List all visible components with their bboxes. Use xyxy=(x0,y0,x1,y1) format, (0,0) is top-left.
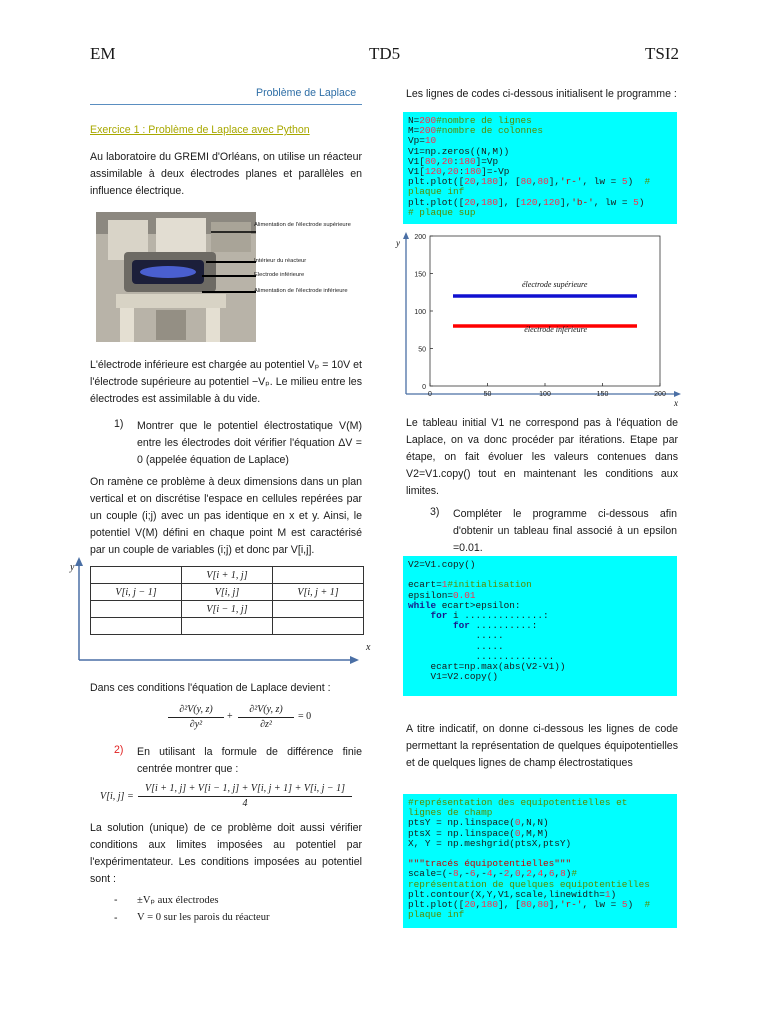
grid-row xyxy=(91,601,364,618)
grid-cell: V[i, j + 1] xyxy=(273,584,364,601)
y-tick-label: 150 xyxy=(414,271,426,279)
chart-y-arrowhead xyxy=(403,232,409,239)
init-code-block xyxy=(403,112,677,224)
grid-figure xyxy=(72,556,372,666)
photo-label-3: Electrode inférieure xyxy=(254,272,305,278)
section-title: Problème de Laplace xyxy=(256,87,357,99)
grid-row xyxy=(91,618,364,635)
annotation-lower-electrode: électrode inférieure xyxy=(524,325,588,334)
grid-cell xyxy=(273,601,364,618)
y-tick-label: 50 xyxy=(418,346,426,354)
electrode-chart-svg xyxy=(392,230,682,408)
photo-label-2: Intérieur du réacteur xyxy=(254,258,307,264)
y-tick-label: 0 xyxy=(422,384,426,391)
question-1-text: Montrer que le potentiel électrostatique V(M) entre les électrodes doit vérifier l'équation ΔV = 0 (appelée équation de Laplace) xyxy=(137,420,362,466)
grid-cell xyxy=(91,567,182,584)
laplace-paragraph: Dans ces conditions l'équation de Laplace devient : xyxy=(90,682,331,694)
x-tick-label: 0 xyxy=(428,391,432,398)
code-line: plt.plot([20,180], [120,120],'b-', lw = 5) xyxy=(408,196,645,208)
grid-table xyxy=(90,566,364,635)
code-line: ptsY = np.linspace(0,N,N) xyxy=(408,817,549,829)
code-line: while ecart>epsilon: xyxy=(408,599,521,611)
laplace-num-2: ∂²V(y, z) xyxy=(249,704,283,715)
code-line: V1=np.zeros((N,M)) xyxy=(408,145,510,157)
question-3-number: 3) xyxy=(430,506,440,518)
code-line: plaque inf xyxy=(408,186,465,198)
code-line: ecart=1#initialisation xyxy=(408,579,532,591)
photo-label-4: Alimentation de l'électrode inférieure xyxy=(254,288,348,294)
intro-paragraph: Au laboratoire du GREMI d'Orléans, on utilise un réacteur assimilable à deux électrodes planes et parallèles en influence électrique. xyxy=(90,151,362,197)
iteration-code-block xyxy=(403,556,677,696)
x-tick-label: 200 xyxy=(654,391,666,398)
question-1-number: 1) xyxy=(114,418,124,430)
x-tick-label: 150 xyxy=(596,391,609,398)
electrode-chart xyxy=(392,230,682,408)
code-line: X, Y = np.meshgrid(ptsX,ptsY) xyxy=(408,837,572,849)
laplace-den-1: ∂y² xyxy=(189,719,203,730)
y-tick-label: 100 xyxy=(414,309,426,316)
question-3-text: Compléter le programme ci-dessous afin d'obtenir un tableau final associé à un epsilon =0.01. xyxy=(453,508,677,554)
section-divider xyxy=(90,104,362,105)
code-line: for ..........: xyxy=(453,620,538,632)
code-line: scale=(-8,-6,-4,-2,0,2,4,6,8)# xyxy=(408,868,578,880)
table-paragraph: Le tableau initial V1 ne correspond pas à l'équation de Laplace, on va donc procéder par itérations. Etape par étape, on fait évoluer les valeurs contenues dans V2=V1.copy() tout en maintenant les conditions aux limites. xyxy=(406,417,678,497)
code-line: plt.plot([20,180], [80,80],'r-', lw = 5) # xyxy=(408,176,651,188)
code-line: .............. xyxy=(408,650,555,662)
grid-row xyxy=(91,567,364,584)
condition-2: V = 0 sur les parois du réacteur xyxy=(137,912,270,923)
laplace-den-2: ∂z² xyxy=(260,719,272,730)
code-line: V1[120,20:180]=-Vp xyxy=(408,166,510,178)
code-intro: Les lignes de codes ci-dessous initialisent le programme : xyxy=(406,88,677,100)
code-line: M=200#nombre de colonnes xyxy=(408,125,544,137)
photo-label-1: Alimentation de l'électrode supérieure xyxy=(254,222,351,228)
fd-lhs: V[i, j] = xyxy=(100,791,134,802)
code-line: ..... xyxy=(408,630,504,642)
exercise-title: Exercice 1 : Problème de Laplace avec Python xyxy=(90,124,310,136)
grid-cell: V[i, j] xyxy=(182,584,273,601)
code-line: V2=V1.copy() xyxy=(408,559,476,570)
code-line: plaque inf xyxy=(408,909,465,921)
code-line: plt.contour(X,Y,V1,scale,linewidth=1) xyxy=(408,888,617,900)
solution-paragraph: La solution (unique) de ce problème doit aussi vérifier conditions aux limites imposées au potentiel par l'expérimentateur. Les conditions imposées au potentiel sont : xyxy=(90,822,362,885)
code-line: représentation de quelques equipotentielles xyxy=(408,878,650,890)
code-line: V1=V2.copy() xyxy=(408,671,499,683)
laplace-rhs: = 0 xyxy=(298,711,312,722)
code-line: # plaque sup xyxy=(408,206,476,218)
grid-cell xyxy=(182,618,273,635)
code-line: N=200#nombre de lignes xyxy=(408,115,532,126)
grid-paragraph: On ramène ce problème à deux dimensions dans un plan vertical et on discrétise l'espace en cellules repérées par un couple (i;j) avec un pas identique en x et y. Ainsi, le potentiel V(M) défini en chaque point M est caractérisé par un couple de variables (i;j) et donc par V[i,j]. xyxy=(90,476,362,556)
reactor-photo xyxy=(96,212,364,342)
fd-numerator: V[i + 1, j] + V[i − 1, j] + V[i, j + 1] + V[i, j − 1] xyxy=(144,783,346,794)
grid-cell xyxy=(273,567,364,584)
laplace-num-1: ∂²V(y, z) xyxy=(179,704,213,715)
code-line: V1[80,20:180]=Vp xyxy=(408,155,499,167)
code-line: for i ..............: xyxy=(430,610,549,622)
chart-frame xyxy=(430,236,660,386)
code-line: lignes de champ xyxy=(408,807,493,819)
code-line: epsilon=0.01 xyxy=(408,589,476,601)
code-line: ptsX = np.linspace(0,M,M) xyxy=(408,827,549,839)
grid-cell: V[i + 1, j] xyxy=(182,567,273,584)
chart-x-arrowhead xyxy=(674,391,681,397)
grid-cell xyxy=(273,618,364,635)
code-line: ..... xyxy=(408,640,504,652)
code-line: #représentation des equipotentielles et xyxy=(408,797,628,808)
header-right: TSI2 xyxy=(645,44,679,63)
code-line: """tracés équipotentielles""" xyxy=(408,858,572,870)
code-line: plt.plot([20,180], [80,80],'r-', lw = 5) # xyxy=(408,899,651,911)
chart-x-label: x xyxy=(674,398,678,408)
y-tick-label: 200 xyxy=(414,234,426,241)
code-line: Vp=10 xyxy=(408,135,437,147)
grid-cell: V[i − 1, j] xyxy=(182,601,273,618)
question-2-text: En utilisant la formule de différence finie centrée montrer que : xyxy=(137,746,362,775)
code-line: ecart=np.max(abs(V2-V1)) xyxy=(408,661,566,673)
plot-code-block xyxy=(403,794,677,928)
potential-paragraph: L'électrode inférieure est chargée au potentiel Vₚ = 10V et l'électrode supérieure au potentiel −Vₚ. Le milieu entre les électrodes est assimilable à du vide. xyxy=(90,359,362,405)
fd-denominator: 4 xyxy=(242,798,248,809)
chart-y-label: y xyxy=(396,238,400,248)
grid-cell xyxy=(91,618,182,635)
header-center: TD5 xyxy=(369,44,401,63)
question-2-number: 2) xyxy=(114,744,124,756)
x-tick-label: 50 xyxy=(483,391,492,398)
grid-row xyxy=(91,584,364,601)
annotation-upper-electrode: électrode supérieure xyxy=(522,280,588,289)
grid-cell xyxy=(91,601,182,618)
condition-1: ±Vₚ aux électrodes xyxy=(137,895,219,906)
grid-axis-y: y xyxy=(70,562,75,573)
grid-cell: V[i, j − 1] xyxy=(91,584,182,601)
grid-axis-x: x xyxy=(366,642,371,653)
header-left: EM xyxy=(90,44,116,63)
indicatif-paragraph: A titre indicatif, on donne ci-dessous les lignes de code permettant la représentation de quelques équipotentielles et de quelques lignes de champ électrostatiques xyxy=(406,723,678,769)
x-tick-label: 100 xyxy=(539,391,551,398)
